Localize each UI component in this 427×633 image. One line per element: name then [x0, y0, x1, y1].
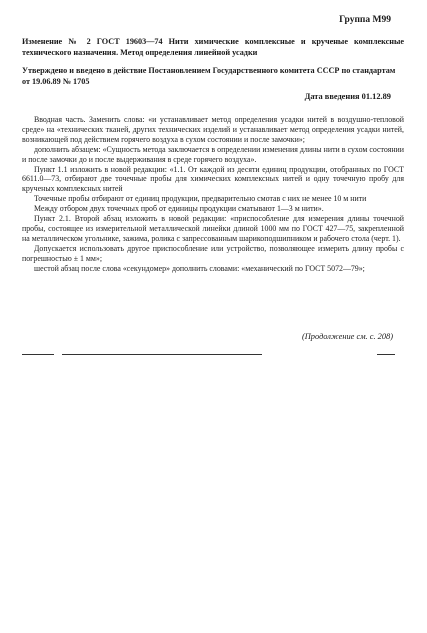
paragraph: шестой абзац после слова «секундомер» дополнить словами: «механический по ГОСТ 5072—79»;: [34, 263, 365, 273]
group-code: Группа М99: [339, 15, 391, 25]
continuation-note: (Продолжение см. с. 208): [301, 332, 393, 341]
paragraph: Допускается использовать другое приспособление или устройство, позволяющее измерить длину пробы с погрешностью ± 1 мм»;: [22, 243, 404, 263]
approval-statement: Утверждено и введено в действие Постановлением Государственного комитета СССР по стандартам от 19.06.89 № 1705: [22, 66, 396, 86]
footer-line: [22, 354, 54, 355]
paragraph: Точечные пробы отбирают от единиц продукции, предварительно смотав с них не менее 10 м нити: [34, 194, 367, 204]
paragraph: Вводная часть. Заменить слова: «и устанавливает метод определения усадки нитей в воздушно-тепловой среде» на «технических тканей, других технических изделий и устанавливает метод определения усадки нитей, возникающей под действием горячего воздуха в сухом состоянии и после замочки»;: [22, 115, 404, 144]
footer-line: [62, 354, 262, 355]
paragraph: дополнить абзацем: «Сущность метода заключается в определении изменения длины нити в сухом состоянии и после замочки до и после выдерживания в среде горячего воздуха».: [22, 144, 404, 164]
footer-line: [377, 354, 395, 355]
footer-rule: [22, 354, 395, 356]
document-title: Изменение № 2 ГОСТ 19603—74 Нити химические комплексные и крученые комплексные технического назначения. Метод определения линейной усадки: [22, 37, 404, 57]
paragraph: Пункт 2.1. Второй абзац изложить в новой редакции: «приспособление для измерения длины точечной пробы, состоящее из измерительной металлической линейки длиной 1000 мм по ГОСТ 427—75, закрепленной на металлическом угольнике, зажима, ролика с запрессованным шарикоподшипником и рабочего стола (черт. 1).: [22, 214, 404, 243]
body-text: [22, 115, 404, 274]
paragraph: Пункт 1.1 изложить в новой редакции: «1.1. От каждой из десяти единиц продукции, отобранных по ГОСТ 6611.0—73, отбирают две точечные пробы для химических комплексных нитей и одну точечную пробу для крученых комплексных нитей: [22, 164, 404, 194]
paragraph: Между отбором двух точечных проб от единицы продукции сматывают 1—3 м нити».: [34, 204, 324, 214]
effective-date: Дата введения 01.12.89: [304, 92, 391, 101]
